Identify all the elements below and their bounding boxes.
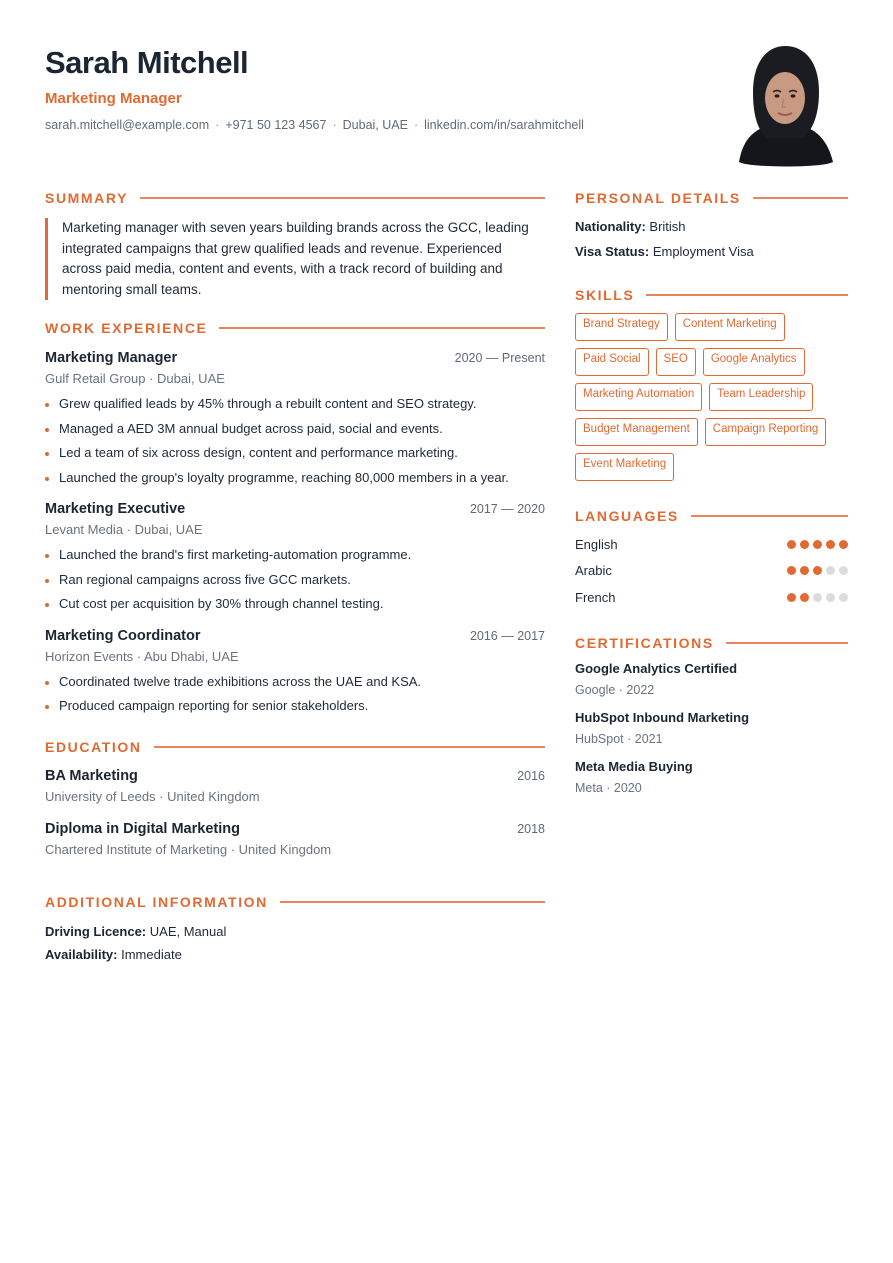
contact-phone[interactable]: +971 50 123 4567 [225, 118, 327, 132]
summary-text: Marketing manager with seven years building brands across the GCC, leading integrated campaigns that grew qualified leads and revenue. Experienced across paid media, content and events, with a track record of building and mentoring small teams. [45, 218, 545, 300]
personal-label: Visa Status: [575, 244, 650, 259]
personal-details [575, 214, 848, 264]
skills-list [575, 313, 848, 481]
education-entry [45, 766, 545, 807]
skill-tag: Campaign Reporting [705, 418, 826, 446]
language-item [575, 584, 848, 611]
education-entry [45, 819, 545, 860]
section-divider [154, 746, 545, 748]
list-item: Ran regional campaigns across five GCC markets. [45, 568, 545, 593]
additional-value: Immediate [121, 946, 182, 962]
level-dot-filled [787, 566, 796, 575]
section-divider [646, 294, 848, 296]
job-entry [45, 626, 545, 719]
level-dot-empty [826, 593, 835, 602]
level-dot-filled [800, 593, 809, 602]
section-title: WORK EXPERIENCE [45, 320, 208, 337]
job-entry [45, 348, 545, 490]
list-item: Produced campaign reporting for senior stakeholders. [45, 694, 545, 719]
certification-name: Google Analytics Certified [575, 660, 738, 676]
section-additional-header [45, 893, 545, 911]
section-divider [753, 197, 848, 199]
job-role: Marketing Coordinator [45, 627, 201, 644]
skill-tag: SEO [656, 348, 696, 376]
level-dot-filled [813, 540, 822, 549]
skill-tag: Budget Management [575, 418, 698, 446]
contact-linkedin[interactable]: linkedin.com/in/sarahmitchell [424, 118, 584, 132]
job-bullets [45, 392, 545, 490]
job-org: Levant Media · Dubai, UAE [45, 522, 203, 538]
section-summary-header [45, 189, 545, 207]
section-skills-header [575, 286, 848, 304]
section-divider [280, 901, 545, 903]
level-dot-filled [813, 566, 822, 575]
section-title: CERTIFICATIONS [575, 634, 714, 651]
certification-entry [575, 709, 848, 748]
certification-name: Meta Media Buying [575, 758, 693, 774]
certification-name: HubSpot Inbound Marketing [575, 709, 750, 725]
level-dot-empty [813, 593, 822, 602]
candidate-name: Sarah Mitchell [45, 45, 249, 80]
certification-meta: HubSpot · 2021 [575, 731, 663, 746]
section-personal-header [575, 189, 848, 207]
additional-item [45, 920, 545, 943]
section-divider [219, 327, 545, 329]
resume-header [45, 44, 645, 133]
contact-separator: · [215, 118, 220, 132]
level-dot-empty [839, 593, 848, 602]
personal-value: British [649, 219, 686, 234]
job-org: Horizon Events · Abu Dhabi, UAE [45, 648, 239, 664]
personal-item [575, 239, 848, 264]
education-year: 2018 [517, 821, 545, 836]
main-column [45, 189, 545, 966]
job-entry [45, 499, 545, 617]
section-title: EDUCATION [45, 738, 142, 755]
level-dot-filled [839, 540, 848, 549]
skill-tag: Brand Strategy [575, 313, 668, 341]
certification-meta: Meta · 2020 [575, 780, 642, 795]
certification-meta: Google · 2022 [575, 682, 655, 697]
list-item: Launched the brand's first marketing-automation programme. [45, 543, 545, 568]
language-name: French [575, 589, 616, 605]
profile-photo [733, 42, 837, 170]
section-title: PERSONAL DETAILS [575, 190, 741, 206]
list-item: Managed a AED 3M annual budget across paid, social and events. [45, 417, 545, 442]
list-item: Led a team of six across design, content and performance marketing. [45, 441, 545, 466]
language-name: English [575, 536, 618, 552]
additional-info [45, 920, 545, 966]
level-dot-filled [787, 540, 796, 549]
section-title: LANGUAGES [575, 508, 679, 524]
contact-line [45, 117, 645, 133]
personal-item [575, 214, 848, 239]
level-dot-empty [839, 566, 848, 575]
job-bullets [45, 670, 545, 719]
education-year: 2016 [517, 768, 545, 783]
language-level-dots [787, 593, 848, 602]
additional-item [45, 943, 545, 966]
section-title: SKILLS [575, 287, 635, 303]
list-item: Cut cost per acquisition by 30% through channel testing. [45, 592, 545, 617]
level-dot-filled [787, 593, 796, 602]
list-item: Coordinated twelve trade exhibitions across the UAE and KSA. [45, 670, 545, 695]
section-certifications-header [575, 634, 848, 652]
level-dot-filled [826, 540, 835, 549]
education-degree: Diploma in Digital Marketing [45, 820, 240, 837]
level-dot-empty [826, 566, 835, 575]
level-dot-filled [800, 566, 809, 575]
language-level-dots [787, 540, 848, 549]
skill-tag: Team Leadership [709, 383, 813, 411]
contact-location: Dubai, UAE [342, 118, 408, 132]
list-item: Grew qualified leads by 45% through a rebuilt content and SEO strategy. [45, 392, 545, 417]
languages-list [575, 531, 848, 611]
job-org: Gulf Retail Group · Dubai, UAE [45, 371, 225, 387]
skill-tag: Content Marketing [675, 313, 785, 341]
job-dates: 2016 — 2017 [469, 628, 545, 643]
personal-label: Nationality: [575, 219, 646, 234]
level-dot-filled [800, 540, 809, 549]
language-item [575, 531, 848, 558]
section-title: SUMMARY [45, 190, 129, 206]
skill-tag: Paid Social [575, 348, 649, 376]
section-languages-header [575, 507, 848, 525]
additional-label: Availability: [45, 946, 118, 962]
language-name: Arabic [575, 563, 612, 579]
skill-tag: Google Analytics [703, 348, 805, 376]
section-title: ADDITIONAL INFORMATION [45, 893, 268, 910]
section-divider [726, 642, 848, 644]
sidebar-column [575, 189, 848, 797]
contact-separator: · [413, 118, 419, 132]
section-divider [691, 515, 848, 517]
additional-value: UAE, Manual [149, 923, 227, 939]
language-item [575, 558, 848, 585]
job-bullets [45, 543, 545, 617]
job-role: Marketing Manager [45, 350, 178, 367]
language-level-dots [787, 566, 848, 575]
skill-tag: Event Marketing [575, 453, 674, 481]
education-school: Chartered Institute of Marketing · United Kingdom [45, 841, 332, 857]
certification-entry [575, 660, 848, 699]
list-item: Launched the group's loyalty programme, reaching 80,000 members in a year. [45, 466, 545, 491]
education-degree: BA Marketing [45, 767, 138, 784]
candidate-title: Marketing Manager [45, 90, 182, 107]
certification-entry [575, 758, 848, 797]
additional-label: Driving Licence: [45, 923, 147, 939]
section-education-header [45, 738, 545, 756]
section-divider [140, 197, 545, 199]
skill-tag: Marketing Automation [575, 383, 702, 411]
personal-value: Employment Visa [652, 244, 754, 259]
education-school: University of Leeds · United Kingdom [45, 788, 260, 804]
certifications-list [575, 660, 848, 797]
section-experience-header [45, 319, 545, 337]
job-dates: 2020 — Present [454, 351, 545, 366]
job-role: Marketing Executive [45, 501, 186, 518]
contact-email[interactable]: sarah.mitchell@example.com [45, 118, 210, 132]
contact-separator: · [332, 118, 337, 132]
job-dates: 2017 — 2020 [469, 502, 545, 517]
